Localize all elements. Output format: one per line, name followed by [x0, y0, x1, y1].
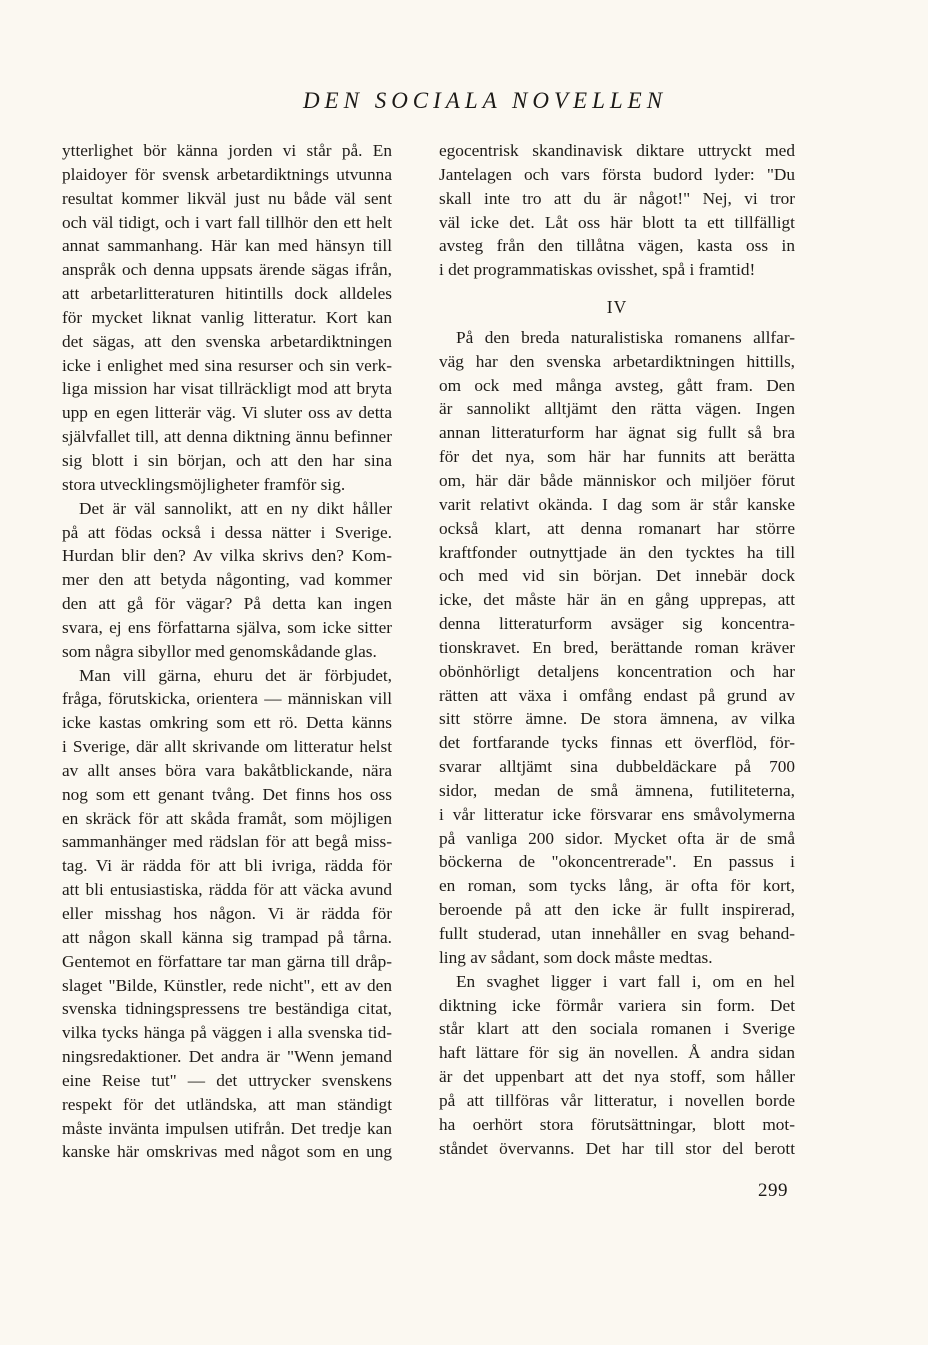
- page-number: 299: [758, 1180, 788, 1201]
- text-line: eine Reise tut" — det uttrycker svenskens: [62, 1070, 392, 1090]
- text-line: att bli entusiastiska, rädda för att väcka avund: [62, 880, 392, 900]
- text-line: annan litteraturform har ägnat sig fullt så bra: [439, 423, 795, 443]
- text-line: svara, ej ens författarna själva, som icke sitter: [62, 617, 392, 637]
- text-line: en skräck för att skåda framåt, som möjligen: [62, 808, 392, 828]
- text-line: är det uppenbart att det nya stoff, som håller: [439, 1067, 795, 1087]
- text-line: haft lättare för sig än novellen. Å andra sidan: [439, 1043, 795, 1063]
- left-column-lines: [62, 139, 392, 1164]
- text-line: kraftfonder outnyttjade än den tycktes ha till: [439, 542, 795, 562]
- running-head: DEN SOCIALA NOVELLEN: [302, 88, 668, 113]
- text-line: denna litteraturform avsäger sig koncentra-: [439, 614, 795, 634]
- text-line: väl icke det. Låt oss här blott ta ett tillfälligt: [439, 212, 795, 232]
- text-line: kanske här omskrivas med något som en ung: [62, 1142, 392, 1162]
- text-line: nog som ett genant tvång. Det finns hos oss: [62, 784, 392, 804]
- text-line: svenska tidningspressens tre beständiga citat,: [62, 999, 392, 1019]
- text-line: på att födas också i dessa nätter i Sverige.: [62, 522, 392, 542]
- text-line: i Sverige, där allt skrivande om litteratur helst: [62, 737, 392, 757]
- text-line: Gentemot en författare tar man gärna till dråp-: [62, 951, 392, 971]
- text-line: och med vid sin början. Det innebär dock: [439, 566, 795, 586]
- text-line: måste invänta impulsen utifrån. Det tredje kan: [62, 1118, 392, 1138]
- right-column-bottom-lines: [439, 326, 795, 1161]
- text-line: En svaghet ligger i vart fall i, om en hel: [456, 971, 795, 991]
- text-line: ha oerhört stora förutsättningar, blott mot-: [439, 1114, 795, 1134]
- text-line: ningsredaktioner. Det andra är "Wenn jemand: [62, 1047, 392, 1067]
- text-line: sitt större ämne. De stora ämnena, av vilka: [439, 709, 795, 729]
- text-line: varit relativt okända. I dag som är står kanske: [439, 494, 795, 514]
- text-line: Hurdan blir den? Av vilka skrivs den? Kom-: [62, 546, 392, 566]
- text-line: beroende på att den icke är fullt inspirerad,: [439, 900, 795, 920]
- text-line: för det nya, som här har funnits att berätta: [439, 447, 795, 467]
- text-line: slaget "Bilde, Künstler, rede nicht", ett av den: [62, 975, 392, 995]
- text-line: rätten att växa i omfång endast på grund av: [439, 685, 795, 705]
- left-column: [62, 139, 392, 1164]
- text-line: ling av sådant, som dock måste medtas.: [439, 947, 713, 967]
- text-line: tionskravet. En bred, berättande roman kräver: [439, 637, 795, 657]
- text-line: för mycket liknat vanlig litteratur. Kort kan: [62, 307, 392, 327]
- text-line: det sägas, att den svenska arbetardiktningen: [62, 331, 392, 351]
- text-line: eller misshag hos någon. Vi är rädda för: [62, 904, 392, 923]
- text-line: skall inte tro att du är något!" Nej, vi tror: [439, 188, 795, 208]
- text-line: i vår litteratur icke försvarar ens småvolymerna: [439, 804, 795, 824]
- text-line: väg har den svenska arbetardiktningen hittills,: [439, 351, 795, 371]
- text-line: Det är väl sannolikt, att en ny dikt håller: [79, 498, 392, 518]
- text-line: Man vill gärna, ehuru det är förbjudet,: [79, 665, 392, 685]
- text-line: på att tillföras vår litteratur, i novellen borde: [439, 1090, 795, 1110]
- text-line: ståndet övervanns. Det har till stor del berott: [439, 1138, 795, 1158]
- text-line: obönhörligt detaljens koncentration och har: [439, 661, 795, 681]
- text-line: Jantelagen och vars första budord lyder: "Du: [439, 164, 795, 184]
- text-line: icke, det måste här än en gång upprepas, att: [439, 590, 795, 610]
- text-line: står klart att den sociala romanen i Sverige: [439, 1019, 795, 1039]
- text-line: respekt för det utländska, att man ständigt: [62, 1094, 392, 1114]
- text-line: om, här där både människor och miljöer förut: [439, 470, 795, 490]
- text-line: ytterlighet bör känna jorden vi står på. En: [62, 141, 392, 160]
- text-line: vilka tycks hänga på väggen i alla svenska tid-: [62, 1023, 392, 1043]
- text-line: stora utvecklingsmöjligheter framför sig.: [62, 474, 346, 494]
- text-line: annat sammanhang. Här kan med hänsyn till: [62, 236, 392, 256]
- text-line: en roman, som tycks lång, är ofta för kort,: [439, 876, 795, 896]
- text-line: plaidoyer för svensk arbetardiktnings utvunna: [62, 164, 392, 184]
- text-line: att någon skall känna sig trampad på tårna.: [62, 927, 392, 947]
- text-line: i det programmatiskas ovisshet, spå i framtid!: [439, 260, 756, 280]
- text-line: det fortfarande tycks finnas ett överflöd, för-: [439, 733, 795, 753]
- text-line: också klart, att denna romanart har större: [439, 518, 795, 538]
- text-line: självfallet till, att denna diktning ännu befinner: [62, 427, 392, 447]
- text-line: på vanliga 200 sidor. Mycket ofta är de små: [439, 828, 795, 848]
- text-line: icke kastas omkring som ett rö. Detta känns: [62, 713, 392, 733]
- right-column: [439, 139, 795, 1160]
- text-line: resultat kommer likväl just nu både väl sent: [62, 188, 392, 208]
- text-line: upp en egen litterär väg. Vi sluter oss av detta: [62, 403, 392, 423]
- text-line: mer den att betyda någonting, vad kommer: [62, 570, 392, 590]
- text-line: anspråk och denna uppsats ärende sägas ifrån,: [62, 260, 392, 280]
- text-line: fråga, förutskicka, orientera — människan vill: [62, 689, 392, 709]
- text-line: böckerna de "okoncentrerade". En passus i: [439, 852, 795, 872]
- text-line: liga mission har visat tillräckligt mod att bryta: [62, 379, 392, 399]
- text-line: icke i enlighet med sina resurser och sin verk-: [62, 355, 392, 375]
- text-line: egocentrisk skandinavisk diktare uttryckt med: [439, 141, 795, 160]
- text-line: På den breda naturalistiska romanens allfar-: [456, 327, 795, 347]
- text-line: den att gå för vägar? På detta kan ingen: [62, 594, 392, 614]
- text-line: och väl tidigt, och i vart fall tillhör den ett helt: [62, 212, 392, 232]
- text-line: sammanhänger med rädslan för att begå miss-: [62, 832, 392, 852]
- text-line: som några sibyllor med genomskådande glas.: [62, 641, 377, 661]
- text-line: att arbetarlitteraturen hitintills dock alldeles: [62, 284, 392, 304]
- right-column-top-lines: [439, 139, 795, 282]
- text-line: tag. Vi är rädda för att bli ivriga, rädda för: [62, 856, 392, 876]
- text-line: sig blott i sin början, och att den har sina: [62, 450, 392, 470]
- text-line: om ock med många avsteg, gått fram. Den: [439, 375, 795, 395]
- text-line: är sannolikt alltjämt den rätta vägen. Ingen: [439, 399, 795, 419]
- section-heading: IV: [606, 297, 628, 318]
- text-line: diktning icke förmår variera sin form. Det: [439, 995, 795, 1015]
- text-line: sidor, medan de små ämnena, futiliteterna,: [439, 780, 795, 800]
- text-line: svarar alltjämt sina dubbeldäckare på 700: [439, 757, 795, 777]
- text-line: fullt studerad, utan innehåller en svag behand-: [439, 924, 795, 943]
- text-line: av allt anses böra vara bakåtblickande, nära: [62, 760, 392, 780]
- text-line: avsteg från den tillåtna vägen, kasta oss in: [439, 236, 795, 256]
